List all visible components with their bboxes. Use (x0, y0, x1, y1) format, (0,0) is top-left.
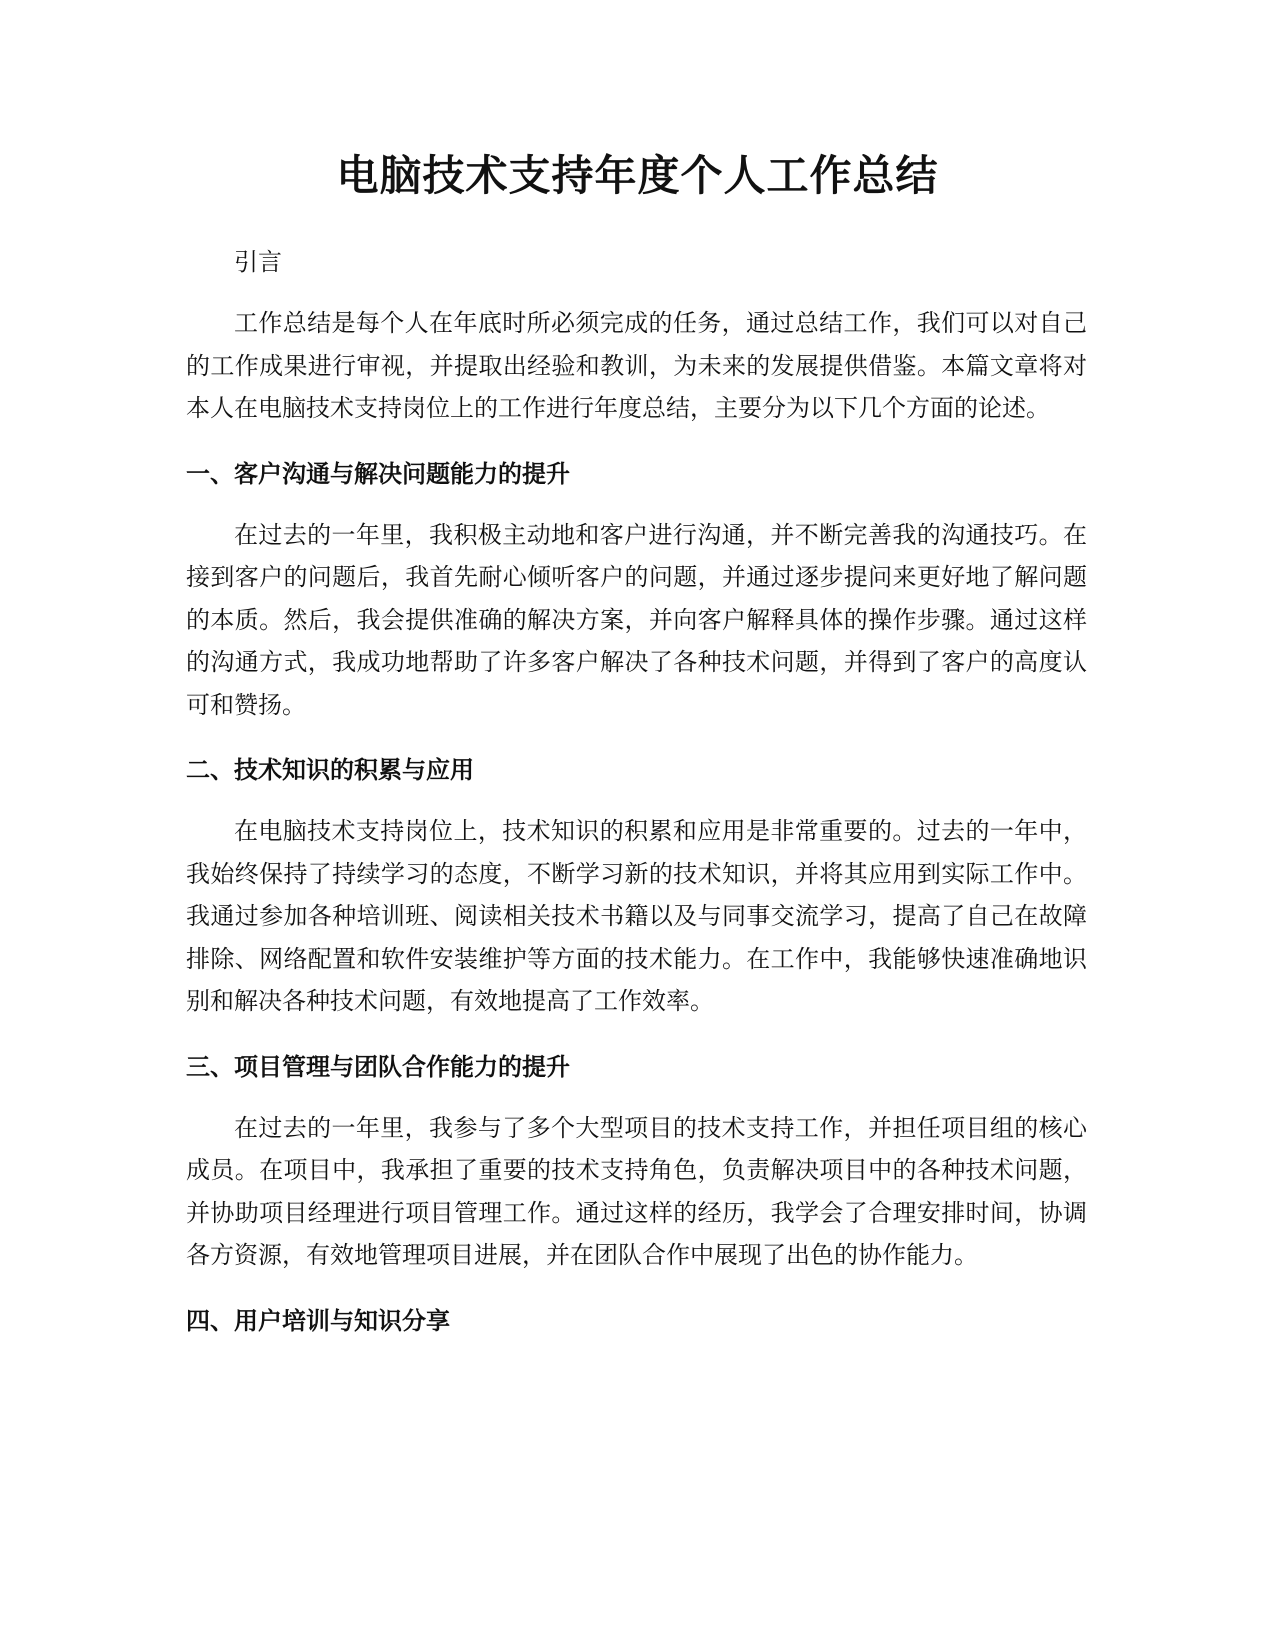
section-heading-1: 一、客户沟通与解决问题能力的提升 (186, 459, 570, 488)
section-paragraph-2: 在电脑技术支持岗位上，技术知识的积累和应用是非常重要的。过去的一年中，我始终保持了持续学习的态度，不断学习新的技术知识，并将其应用到实际工作中。我通过参加各种培训班、阅读相关技术书籍以及与同事交流学习，提高了自己在故障排除、网络配置和软件安装维护等方面的技术能力。在工作中，我能够快速准确地识别和解决各种技术问题，有效地提高了工作效率。 (186, 817, 1087, 1015)
intro-label: 引言 (234, 248, 282, 276)
section-paragraph-3: 在过去的一年里，我参与了多个大型项目的技术支持工作，并担任项目组的核心成员。在项目中，我承担了重要的技术支持角色，负责解决项目中的各种技术问题，并协助项目经理进行项目管理工作。通过这样的经历，我学会了合理安排时间，协调各方资源，有效地管理项目进展，并在团队合作中展现了出色的协作能力。 (186, 1113, 1087, 1269)
section-heading-2: 二、技术知识的积累与应用 (186, 756, 474, 784)
section-heading-3: 三、项目管理与团队合作能力的提升 (186, 1052, 570, 1081)
document-body (186, 242, 1087, 1361)
section-heading-4: 四、用户培训与知识分享 (186, 1306, 450, 1335)
section-paragraph-1: 在过去的一年里，我积极主动地和客户进行沟通，并不断完善我的沟通技巧。在接到客户的问题后，我首先耐心倾听客户的问题，并通过逐步提问来更好地了解问题的本质。然后，我会提供准确的解决方案，并向客户解释具体的操作步骤。通过这样的沟通方式，我成功地帮助了许多客户解决了各种技术问题，并得到了客户的高度认可和赞扬。 (186, 520, 1087, 719)
document-title: 电脑技术支持年度个人工作总结 (336, 151, 939, 200)
intro-paragraph: 工作总结是每个人在年底时所必须完成的任务，通过总结工作，我们可以对自己的工作成果进行审视，并提取出经验和教训，为未来的发展提供借鉴。本篇文章将对本人在电脑技术支持岗位上的工作进行年度总结，主要分为以下几个方面的论述。 (186, 309, 1087, 422)
